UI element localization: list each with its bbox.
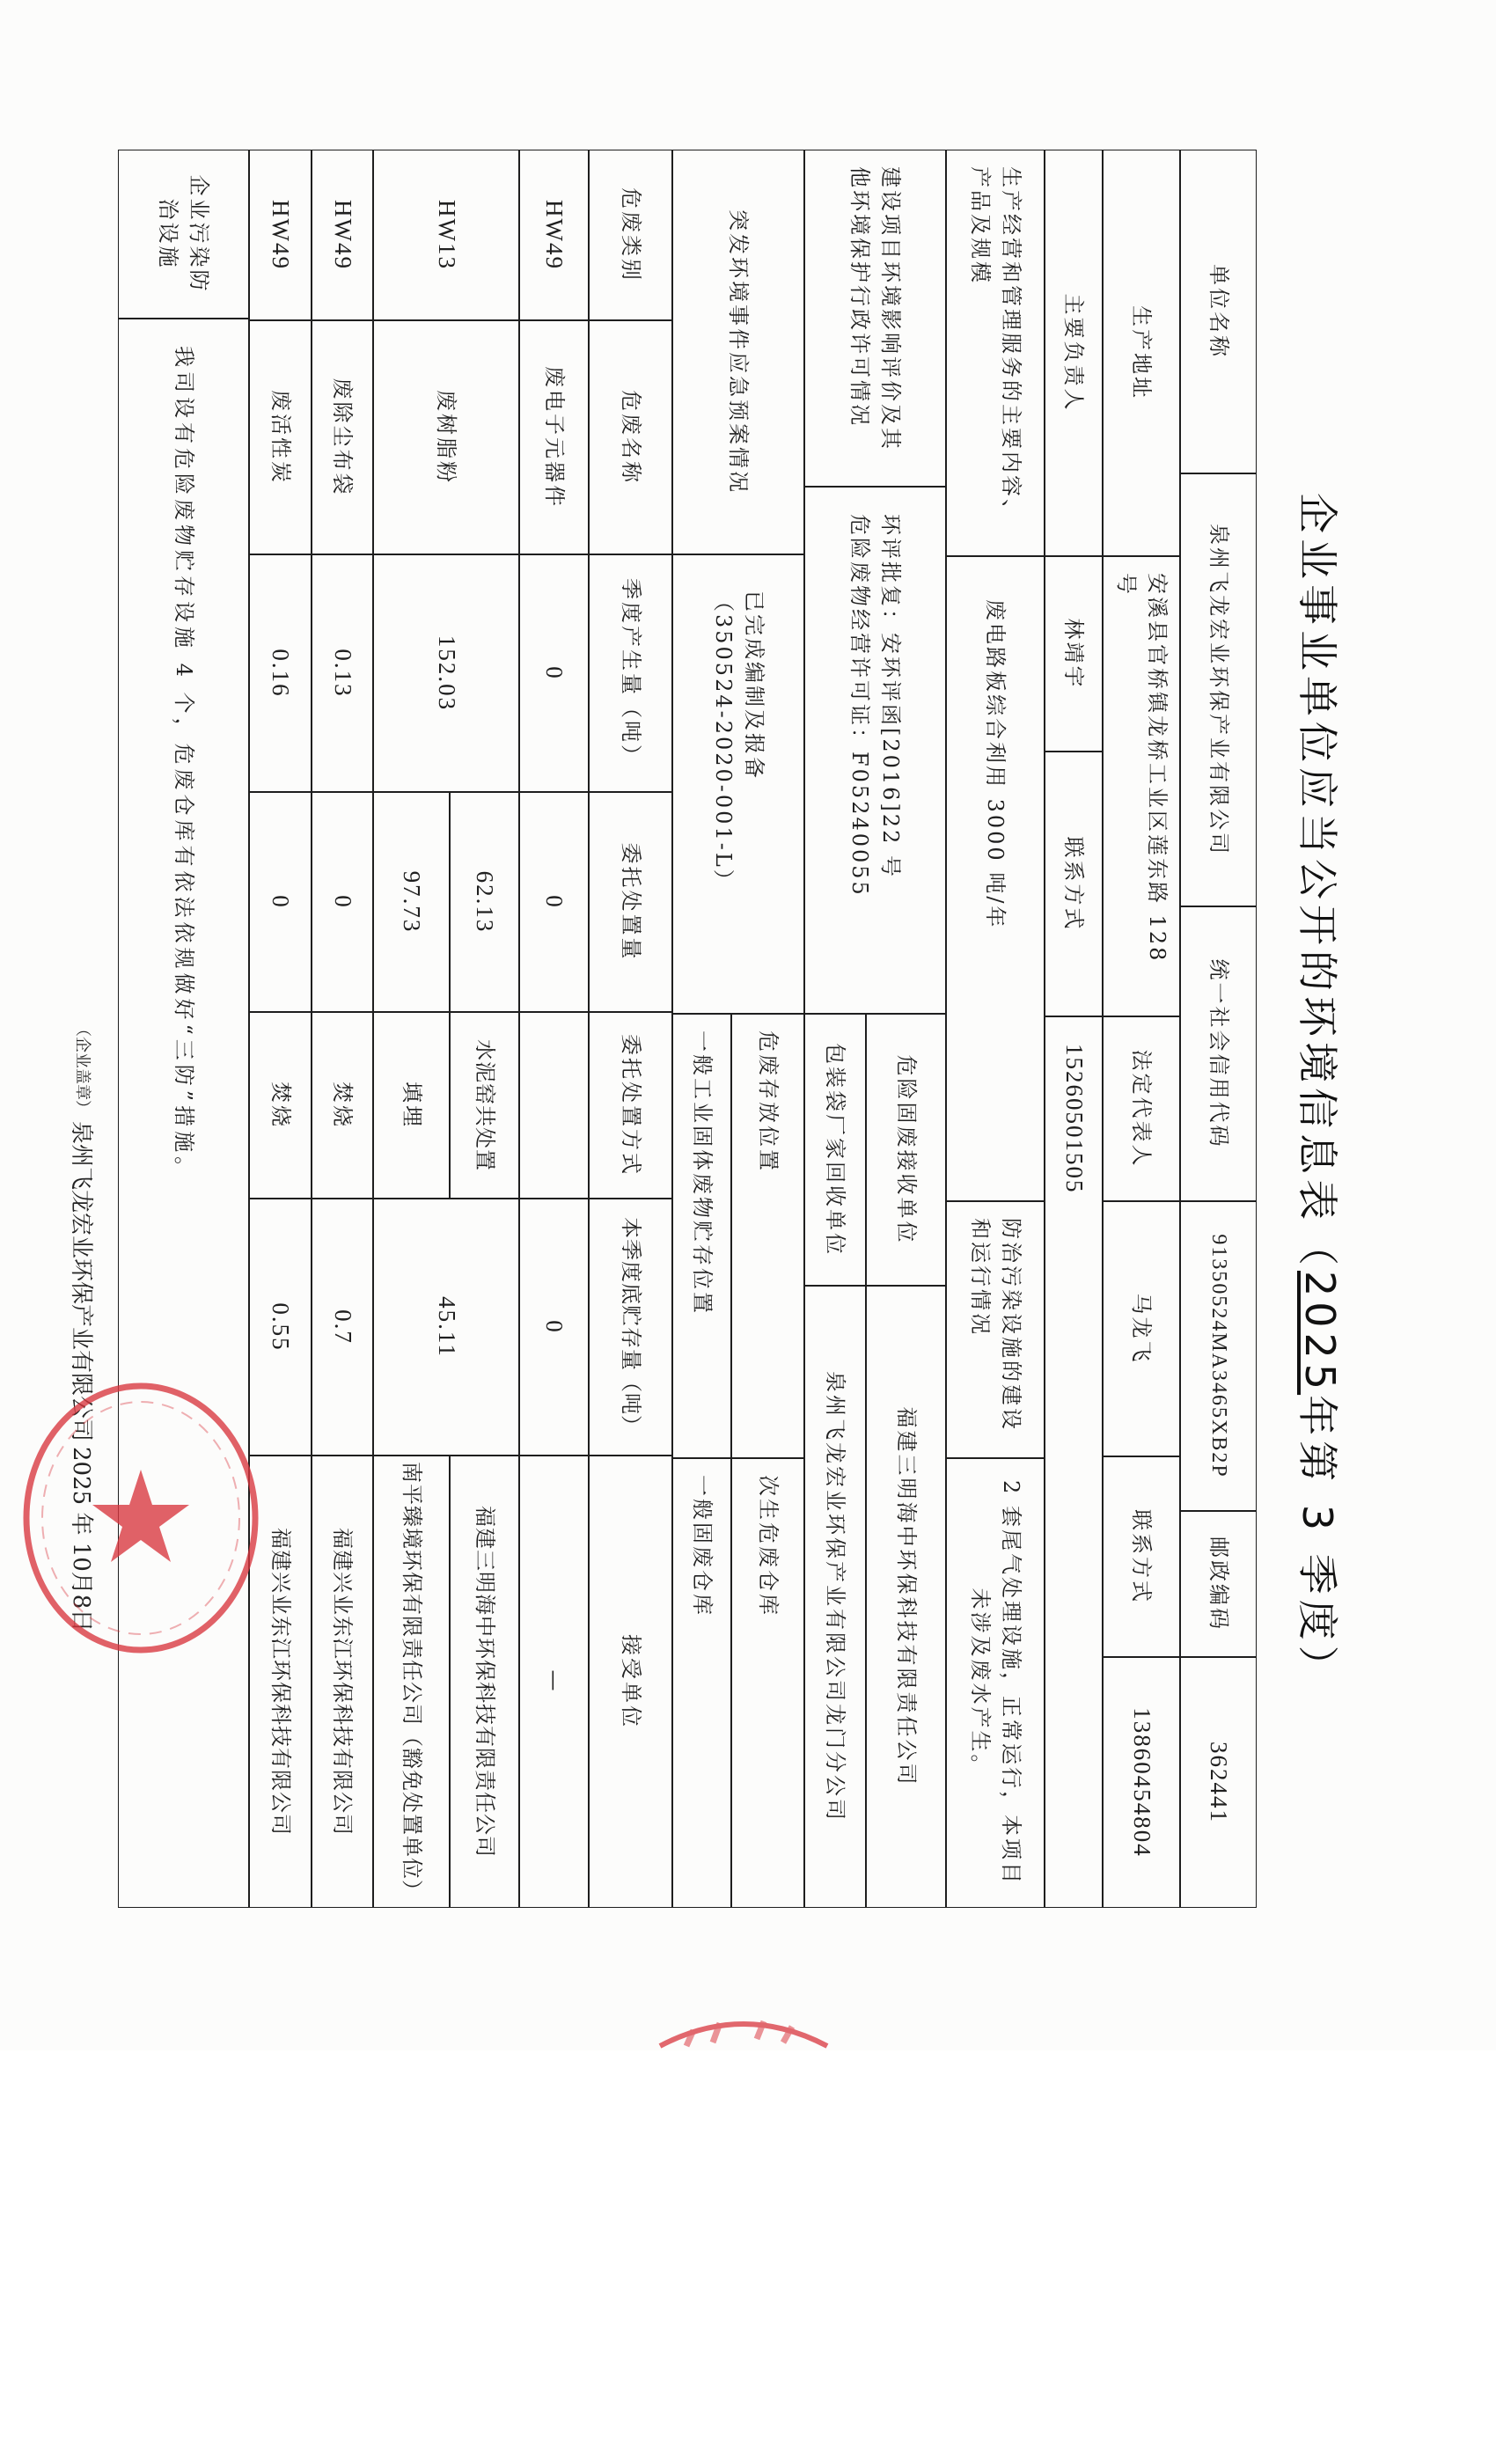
waste-name: 废电子元器件	[519, 320, 589, 554]
legal-phone-value: 13860454804	[1103, 1657, 1180, 1908]
label-line: 生产经营和管理服务的主要内容、	[998, 166, 1023, 523]
waste-receiver: 南平臻境环保有限责任公司（豁免处置单位）	[373, 1456, 450, 1908]
waste-header-category: 危废类别	[589, 150, 672, 320]
waste-category: HW13	[373, 150, 519, 320]
legal-contact-label: 联系方式	[1103, 1456, 1180, 1657]
address-line: 号	[1114, 573, 1139, 597]
waste-method	[519, 1012, 589, 1199]
waste-disposed: 0	[249, 792, 312, 1012]
value-line: 环评批复：安环评函[2016]22 号	[878, 514, 904, 879]
value-line: 未涉及废水产生。	[968, 1588, 993, 1778]
waste-disposed: 97.73	[373, 792, 450, 1012]
business-label	[946, 150, 1045, 556]
waste-category: HW49	[312, 150, 373, 320]
label-line: 治设施	[156, 198, 181, 270]
label-line: 企业污染防	[187, 174, 212, 294]
legal-rep-value: 马龙飞	[1103, 1201, 1180, 1456]
waste-method: 水泥窑共处置	[450, 1012, 519, 1199]
star-icon	[92, 1470, 189, 1562]
address-label: 生产地址	[1103, 150, 1180, 556]
waste-name: 废树脂粉	[373, 320, 519, 554]
waste-header-stock: 本季度底贮存量（吨）	[589, 1199, 672, 1456]
manager-contact-label: 联系方式	[1045, 752, 1103, 1016]
waste-receiver: —	[519, 1456, 589, 1908]
eia-label	[804, 150, 946, 487]
unit-name-value: 泉州飞龙宏业环保产业有限公司	[1180, 473, 1257, 906]
waste-quantity: 0	[519, 554, 589, 792]
eia-value	[804, 487, 946, 1014]
footer-date: 2025 年 10月8日	[68, 1447, 95, 1632]
waste-method: 焚烧	[249, 1012, 312, 1199]
waste-receiver: 福建兴业东江环保科技有限公司	[312, 1456, 373, 1908]
footer-company: 泉州飞龙宏业环保产业有限公司	[68, 1121, 95, 1442]
waste-name: 废除尘布袋	[312, 320, 373, 554]
waste-header-name: 危废名称	[589, 320, 672, 554]
waste-header-disposed: 委托处置量	[589, 792, 672, 1012]
waste-category: HW49	[519, 150, 589, 320]
emergency-value	[672, 554, 804, 1014]
bag-recycler-value: 泉州飞龙宏业环保产业有限公司龙门分公司	[804, 1286, 866, 1908]
value-line: （350524-2020-001-L）	[711, 590, 736, 893]
hw-storage-value: 次生危废仓库	[731, 1458, 804, 1908]
waste-stock: 45.11	[373, 1199, 519, 1456]
waste-disposed: 62.13	[450, 792, 519, 1012]
bag-recycler-label: 包装袋厂家回收单位	[804, 1014, 866, 1286]
unit-name-label: 单位名称	[1180, 150, 1257, 473]
label-line: 和运行情况	[968, 1218, 993, 1337]
waste-quantity: 152.03	[373, 554, 519, 792]
waste-quantity: 0.16	[249, 554, 312, 792]
postcode-label: 邮政编码	[1180, 1511, 1257, 1657]
label-line: 产品及规模	[968, 166, 993, 285]
page-title	[1285, 493, 1355, 1691]
manager-label: 主要负责人	[1045, 150, 1103, 556]
waste-header-receiver: 接受单位	[589, 1456, 672, 1908]
title-year: 2025	[1296, 1271, 1344, 1396]
facilities-text: 我司设有危险废物贮存设施 4 个，危废仓库有依法依规做好“三防”措施。	[118, 319, 249, 1908]
waste-header-quantity: 季度产生量（吨）	[589, 554, 672, 792]
postcode-value: 362441	[1180, 1657, 1257, 1908]
value-line: 2 套尾气处理设施，正常运行，本项目	[998, 1480, 1023, 1886]
title-suffix: 年第 3 季度）	[1294, 1395, 1341, 1691]
manager-value: 林靖宇	[1045, 556, 1103, 752]
value-line: 已完成编制及报备	[741, 590, 766, 781]
credit-code-value: 91350524MA3465XB2P	[1180, 1201, 1257, 1511]
waste-stock: 0.55	[249, 1199, 312, 1456]
waste-disposed: 0	[312, 792, 373, 1012]
label-line: 防治污染设施的建设	[998, 1218, 1023, 1432]
general-storage-label: 一般工业固体废物贮存位置	[672, 1014, 731, 1458]
waste-header-method: 委托处置方式	[589, 1012, 672, 1199]
credit-code-label: 统一社会信用代码	[1180, 906, 1257, 1201]
hw-storage-label: 危废存放位置	[731, 1014, 804, 1458]
waste-disposed: 0	[519, 792, 589, 1012]
hw-receiver-value: 福建三明海中环保科技有限责任公司	[866, 1286, 946, 1908]
legal-rep-label: 法定代表人	[1103, 1016, 1180, 1201]
company-seal-stamp	[18, 1377, 264, 1659]
waste-stock: 0	[519, 1199, 589, 1456]
facilities-label	[118, 150, 249, 319]
seal-note: （企业盖章）	[73, 1021, 92, 1116]
emergency-label: 突发环境事件应急预案情况	[672, 150, 804, 554]
waste-method: 填埋	[373, 1012, 450, 1199]
waste-quantity: 0.13	[312, 554, 373, 792]
label-line: 他环境保护行政许可情况	[847, 166, 873, 428]
waste-receiver: 福建三明海中环保科技有限责任公司	[450, 1456, 519, 1908]
waste-method: 焚烧	[312, 1012, 373, 1199]
address-line: 安溪县官桥镇龙桥工业区莲东路 128	[1144, 573, 1170, 964]
title-prefix: 企业事业单位应当公开的环境信息表（	[1294, 493, 1341, 1271]
partial-seal-stamp	[651, 1984, 836, 2055]
pollution-facility-value	[946, 1458, 1045, 1908]
manager-phone-value: 15260501505	[1045, 1016, 1103, 1908]
value-line: 危险废物经营许可证：F05240055	[847, 514, 873, 898]
address-value	[1103, 556, 1180, 1016]
label-line: 建设项目环境影响评价及其	[878, 166, 904, 451]
pollution-facility-label	[946, 1201, 1045, 1458]
hw-receiver-label: 危险固废接收单位	[866, 1014, 946, 1286]
business-value: 废电路板综合利用 3000 吨/年	[946, 556, 1045, 1201]
waste-category: HW49	[249, 150, 312, 320]
waste-receiver: 福建兴业东江环保科技有限公司	[249, 1456, 312, 1908]
waste-name: 废活性炭	[249, 320, 312, 554]
waste-stock: 0.7	[312, 1199, 373, 1456]
general-storage-value: 一般固废仓库	[672, 1458, 731, 1908]
